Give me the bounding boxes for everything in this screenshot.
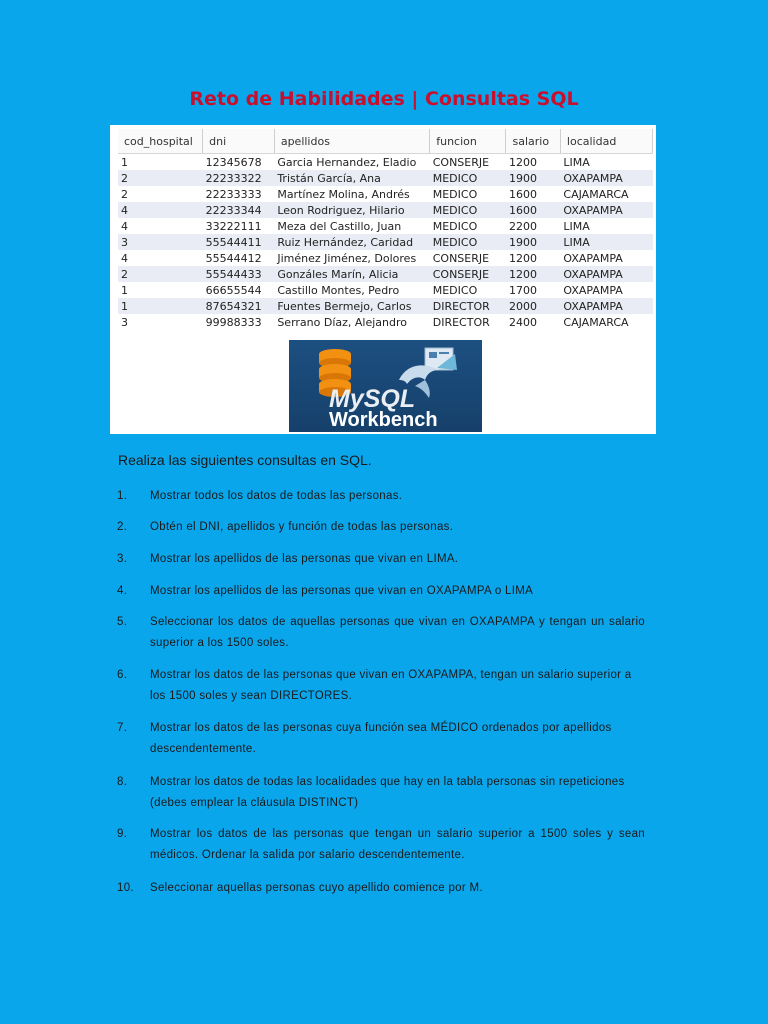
- table-row[interactable]: [118, 282, 653, 298]
- table-cell-cod-hospital[interactable]: 3: [118, 234, 203, 250]
- column-header-localidad[interactable]: localidad: [560, 129, 652, 154]
- table-cell-salario[interactable]: 1200: [506, 266, 560, 282]
- table-cell-salario[interactable]: 1200: [508, 155, 537, 169]
- table-cell-localidad[interactable]: LIMA: [563, 155, 590, 169]
- exercise-number: 3.: [117, 553, 128, 565]
- table-row[interactable]: [118, 202, 653, 218]
- column-header-apellidos[interactable]: apellidos: [274, 129, 429, 154]
- table-cell-apellidos[interactable]: Garcia Hernandez, Eladio: [277, 155, 417, 169]
- table-cell-apellidos[interactable]: Jiménez Jiménez, Dolores: [277, 251, 417, 265]
- table-cell-cod-hospital[interactable]: 1: [121, 155, 128, 169]
- table-row[interactable]: [118, 266, 653, 282]
- table-cell-localidad[interactable]: CAJAMARCA: [563, 315, 629, 329]
- table-row[interactable]: [118, 298, 653, 314]
- table-cell-dni[interactable]: 33222111: [205, 219, 262, 233]
- table-cell-dni[interactable]: 55544411: [203, 234, 275, 250]
- table-cell-localidad[interactable]: OXAPAMPA: [560, 298, 652, 314]
- table-cell-funcion[interactable]: DIRECTOR: [432, 315, 490, 329]
- table-cell-funcion[interactable]: CONSERJE: [432, 251, 490, 265]
- exercise-text: Mostrar los datos de las personas cuya función sea MÉDICO ordenados por apellidos descendentemente.: [150, 722, 612, 755]
- table-row[interactable]: [118, 234, 653, 250]
- table-cell-cod-hospital[interactable]: 2: [118, 170, 203, 186]
- table-cell-apellidos[interactable]: Fuentes Bermejo, Carlos: [274, 298, 429, 314]
- table-cell-apellidos[interactable]: Martínez Molina, Andrés: [277, 187, 410, 201]
- table-cell-funcion[interactable]: MEDICO: [430, 170, 506, 186]
- table-cell-salario[interactable]: 1600: [506, 202, 560, 218]
- exercise-number: 5.: [117, 616, 128, 628]
- table-cell-cod-hospital[interactable]: 4: [121, 219, 128, 233]
- table-cell-salario[interactable]: 2000: [506, 298, 560, 314]
- table-cell-dni[interactable]: 12345678: [205, 155, 262, 169]
- table-cell-apellidos[interactable]: Leon Rodriguez, Hilario: [274, 202, 429, 218]
- exercise-text: Mostrar los apellidos de las personas que vivan en OXAPAMPA o LIMA: [150, 585, 534, 597]
- table-cell-apellidos[interactable]: Serrano Díaz, Alejandro: [277, 315, 408, 329]
- logo-line1: MySQL: [329, 385, 416, 413]
- table-cell-funcion[interactable]: MEDICO: [432, 187, 478, 201]
- table-cell-apellidos[interactable]: Tristán García, Ana: [274, 170, 429, 186]
- table-row[interactable]: [118, 218, 653, 234]
- table-cell-salario[interactable]: 1700: [508, 283, 537, 297]
- table-cell-dni[interactable]: 22233333: [205, 187, 262, 201]
- table-row[interactable]: [118, 154, 653, 171]
- table-cell-apellidos[interactable]: Ruiz Hernández, Caridad: [274, 234, 429, 250]
- exercise-text: Seleccionar los datos de aquellas personas que vivan en OXAPAMPA y tengan un salario superior a los 1500 soles.: [150, 616, 645, 649]
- grid-header-row: [118, 129, 653, 154]
- column-header-salario[interactable]: salario: [506, 129, 560, 154]
- table-cell-apellidos[interactable]: Meza del Castillo, Juan: [277, 219, 402, 233]
- exercise-number: 6.: [117, 669, 128, 681]
- table-row[interactable]: [118, 186, 653, 202]
- column-header-dni[interactable]: dni: [203, 129, 275, 154]
- exercise-number: 8.: [117, 776, 128, 788]
- table-row[interactable]: [118, 314, 653, 330]
- table-cell-salario[interactable]: 1200: [508, 251, 537, 265]
- table-cell-funcion[interactable]: CONSERJE: [430, 266, 506, 282]
- exercise-number: 9.: [117, 828, 128, 840]
- table-cell-funcion[interactable]: MEDICO: [430, 234, 506, 250]
- exercise-text: Mostrar todos los datos de todas las personas.: [150, 490, 403, 502]
- table-cell-dni[interactable]: 55544433: [203, 266, 275, 282]
- table-cell-cod-hospital[interactable]: 3: [121, 315, 128, 329]
- exercise-number: 10.: [117, 882, 134, 894]
- exercise-text: Seleccionar aquellas personas cuyo apellido comience por M.: [150, 882, 483, 894]
- table-cell-dni[interactable]: 22233344: [203, 202, 275, 218]
- table-cell-funcion[interactable]: DIRECTOR: [430, 298, 506, 314]
- mysql-dolphin-database-icon: [289, 340, 482, 432]
- table-cell-funcion[interactable]: MEDICO: [430, 202, 506, 218]
- table-cell-funcion[interactable]: MEDICO: [432, 283, 478, 297]
- table-cell-cod-hospital[interactable]: 2: [121, 187, 128, 201]
- table-cell-salario[interactable]: 2200: [508, 219, 537, 233]
- table-cell-localidad[interactable]: OXAPAMPA: [560, 266, 652, 282]
- exercise-text: Mostrar los datos de las personas que vivan en OXAPAMPA, tengan un salario superior a los 1500 soles y sean DIRECTORES.: [150, 669, 632, 702]
- exercise-text: Mostrar los datos de todas las localidades que hay en la tabla personas sin repeticiones (debes emplear la cláusula DISTINCT): [150, 776, 625, 809]
- exercise-number: 7.: [117, 722, 128, 734]
- table-cell-funcion[interactable]: CONSERJE: [432, 155, 490, 169]
- table-cell-dni[interactable]: 66655544: [205, 283, 262, 297]
- table-cell-localidad[interactable]: LIMA: [560, 234, 652, 250]
- table-cell-cod-hospital[interactable]: 4: [121, 251, 128, 265]
- table-cell-dni[interactable]: 87654321: [203, 298, 275, 314]
- mysql-workbench-logo: [289, 340, 482, 432]
- table-row[interactable]: [118, 250, 653, 266]
- table-cell-localidad[interactable]: OXAPAMPA: [563, 283, 623, 297]
- exercise-number: 1.: [117, 490, 128, 502]
- table-cell-dni[interactable]: 22233322: [203, 170, 275, 186]
- table-cell-localidad[interactable]: OXAPAMPA: [563, 251, 623, 265]
- exercise-text: Mostrar los apellidos de las personas que vivan en LIMA.: [150, 553, 459, 565]
- table-cell-funcion[interactable]: MEDICO: [432, 219, 478, 233]
- table-cell-cod-hospital[interactable]: 2: [118, 266, 203, 282]
- column-header-cod-hospital[interactable]: cod_hospital: [118, 129, 203, 154]
- column-header-funcion[interactable]: funcion: [430, 129, 506, 154]
- exercise-text: Obtén el DNI, apellidos y función de todas las personas.: [150, 521, 454, 533]
- table-cell-apellidos[interactable]: Castillo Montes, Pedro: [277, 283, 400, 297]
- table-cell-salario[interactable]: 1900: [506, 234, 560, 250]
- instructions-intro: Realiza las siguientes consultas en SQL.: [118, 452, 372, 468]
- table-cell-salario[interactable]: 2400: [508, 315, 537, 329]
- document-title: Reto de Habilidades | Consultas SQL: [189, 88, 579, 110]
- exercise-text: Mostrar los datos de las personas que tengan un salario superior a 1500 soles y sean médicos. Ordenar la salida por salario descendentemente.: [150, 828, 645, 861]
- table-cell-cod-hospital[interactable]: 4: [118, 202, 203, 218]
- table-cell-dni[interactable]: 99988333: [205, 315, 262, 329]
- logo-line2: Workbench: [329, 409, 438, 431]
- grid-body: [118, 154, 653, 331]
- table-row[interactable]: [118, 170, 653, 186]
- table-cell-localidad[interactable]: LIMA: [563, 219, 590, 233]
- table-cell-cod-hospital[interactable]: 1: [121, 283, 128, 297]
- table-cell-salario[interactable]: 1600: [508, 187, 537, 201]
- table-cell-salario[interactable]: 1900: [506, 170, 560, 186]
- table-cell-localidad[interactable]: OXAPAMPA: [560, 202, 652, 218]
- result-grid: [118, 129, 653, 330]
- table-cell-apellidos[interactable]: Gonzáles Marín, Alicia: [274, 266, 429, 282]
- exercise-number: 2.: [117, 521, 128, 533]
- table-cell-dni[interactable]: 55544412: [205, 251, 262, 265]
- table-cell-cod-hospital[interactable]: 1: [118, 298, 203, 314]
- table-cell-localidad[interactable]: OXAPAMPA: [560, 170, 652, 186]
- exercise-number: 4.: [117, 585, 128, 597]
- table-cell-localidad[interactable]: CAJAMARCA: [563, 187, 629, 201]
